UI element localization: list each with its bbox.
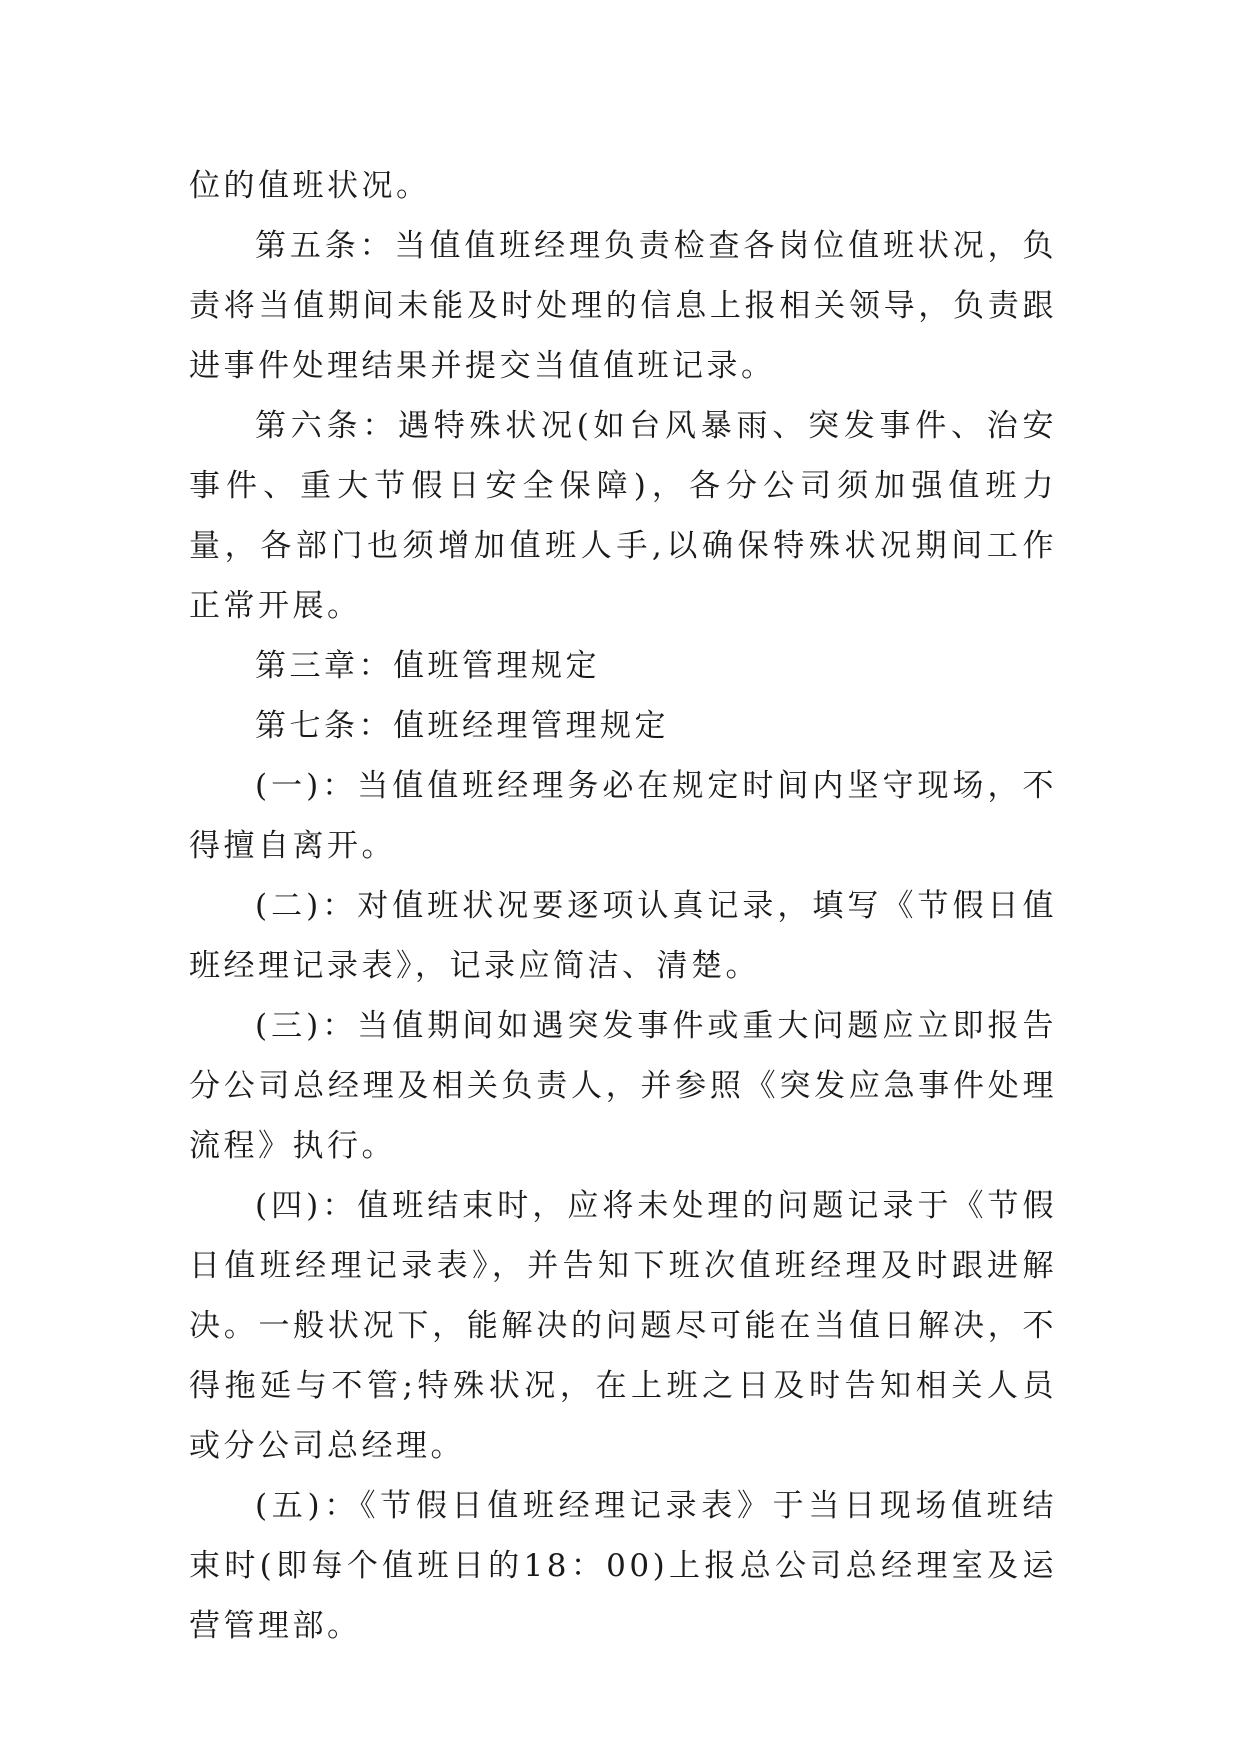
article-7-heading: 第七条：值班经理管理规定: [255, 708, 669, 744]
chapter-3-heading: 第三章：值班管理规定: [255, 648, 600, 684]
clause-5-paragraph: (五)：《节假日值班经理记录表》于当日现场值班结束时(即每个值班日的18：00)上报总公司总经理室及运营管理部。: [189, 1488, 1057, 1644]
article-5-paragraph: 第五条：当值值班经理负责检查各岗位值班状况，负责将当值期间未能及时处理的信息上报相关领导，负责跟进事件处理结果并提交当值值班记录。: [189, 228, 1057, 384]
article-6-paragraph: 第六条：遇特殊状况(如台风暴雨、突发事件、治安事件、重大节假日安全保障)，各分公司须加强值班力量，各部门也须增加值班人手,以确保特殊状况期间工作正常开展。: [189, 408, 1057, 624]
clause-4-paragraph: (四)：值班结束时，应将未处理的问题记录于《节假日值班经理记录表》，并告知下班次值班经理及时跟进解决。一般状况下，能解决的问题尽可能在当值日解决，不得拖延与不管;特殊状况，在上班之日及时告知相关人员或分公司总经理。: [189, 1188, 1057, 1464]
paragraph-continuation: 位的值班状况。: [189, 168, 431, 204]
document-body: [189, 156, 1057, 1656]
clause-2-paragraph: (二)：对值班状况要逐项认真记录，填写《节假日值班经理记录表》，记录应简洁、清楚。: [189, 888, 1057, 984]
clause-1-paragraph: (一)：当值值班经理务必在规定时间内坚守现场，不得擅自离开。: [189, 768, 1057, 864]
clause-3-paragraph: (三)：当值期间如遇突发事件或重大问题应立即报告分公司总经理及相关负责人，并参照《突发应急事件处理流程》执行。: [189, 1008, 1057, 1164]
